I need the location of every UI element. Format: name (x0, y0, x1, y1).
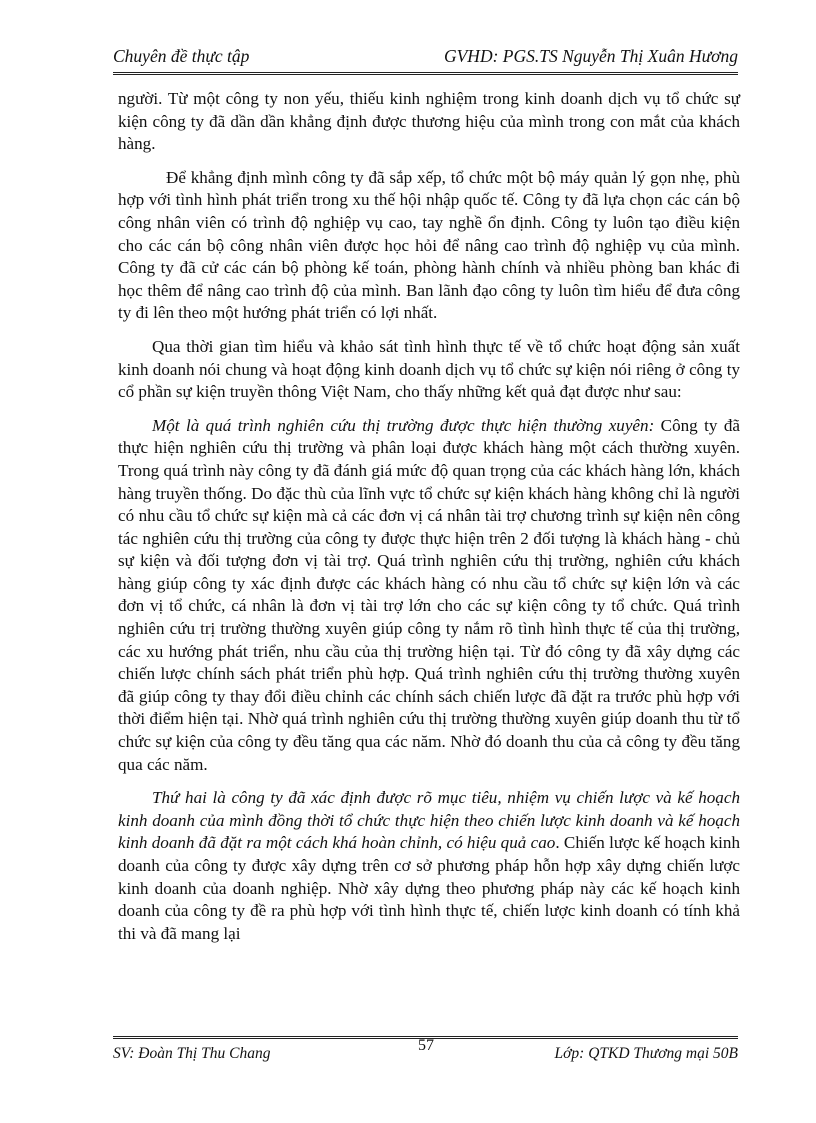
footer-class: Lớp: QTKD Thương mại 50B (554, 1045, 738, 1062)
page-footer (113, 1036, 738, 1067)
paragraph-5 (118, 787, 740, 945)
header-supervisor: GVHD: PGS.TS Nguyễn Thị Xuân Hương (443, 46, 738, 66)
footer-student: SV: Đoàn Thị Thu Chang (113, 1045, 271, 1062)
page-header (113, 42, 738, 75)
paragraph-5-lead: Thứ hai là công ty đã xác định được rõ mục tiêu, nhiệm vụ chiến lược và kế hoạch kinh doanh của mình đồng thời tổ chức thực hiện theo chiến lược kinh doanh và kế hoạch kinh doanh đã đặt ra một cách khá hoàn chỉnh, có hiệu quả cao (118, 788, 740, 853)
paragraph-4-text: Công ty đã thực hiện nghiên cứu thị trường và phân loại được khách hàng một cách thường xuyên. Trong quá trình này công ty đã đánh giá mức độ quan trọng của các khách hàng lớn, khách hàng truyền thống. Do đặc thù của lĩnh vực tổ chức sự kiện khách hàng không chỉ là người có nhu cầu tổ chức sự kiện mà cả các đơn vị cá nhân tài trợ chương trình sự kiện nên công tác nghiên cứu thị trường của công ty được thực hiện trên 2 đối tượng là khách hàng - chủ sự kiện và đối tượng đơn vị tài trợ. Quá trình nghiên cứu thị trường, nghiên cứu khách hàng giúp công ty xác định được các khách hàng có nhu cầu tổ chức sự kiện lớn và các đơn vị tổ chức, cá nhân là đơn vị tài trợ lớn cho các sự kiện công ty tổ chức. Quá trình nghiên cứu trị trường thường xuyên giúp công ty nắm rõ tình hình thực tế của thị trường, các xu hướng phát triển, nhu cầu của thị trường hiện tại. Từ đó công ty đã xây dựng các chiến lược chính sách phát triển phù hợp. Quá trình nghiên cứu thị trường thường xuyên đã giúp công ty thay đổi điều chỉnh các chính sách chiến lược đã đặt ra trước phù hợp với thời điểm hiện tại. Nhờ quá trình nghiên cứu thị trường thường xuyên giúp doanh thu từ tổ chức sự kiện của công ty đều tăng qua các năm. Nhờ đó doanh thu của cả công ty đều tăng qua các năm. (118, 415, 740, 774)
paragraph-1: người. Từ một công ty non yếu, thiếu kinh nghiệm trong kinh doanh dịch vụ tổ chức sự kiện công ty đã dần dần khẳng định được thương hiệu của mình trong con mắt của khách hàng. (118, 89, 740, 154)
paragraph-5-text: . Chiến lược kế hoạch kinh doanh của công ty được xây dựng trên cơ sở phương pháp hỗn hợp xây dựng chiến lược kinh doanh của doanh nghiệp. Nhờ xây dựng theo phương pháp này các kế hoạch kinh doanh của công ty đề ra phù hợp với tình hình thực tế, chiến lược kinh doanh có tính khả thi và đã mang lại (118, 833, 740, 943)
paragraph-4-lead: Một là quá trình nghiên cứu thị trường được thực hiện thường xuyên: (152, 415, 655, 435)
page-number: 57 (418, 1037, 434, 1054)
header-title: Chuyên đề thực tập (113, 46, 250, 66)
paragraph-3: Qua thời gian tìm hiểu và khảo sát tình hình thực tế về tổ chức hoạt động sản xuất kinh doanh nói chung và hoạt động kinh doanh dịch vụ tổ chức sự kiện nói riêng ở công ty cổ phần sự kiện truyền thông Việt Nam, cho thấy những kết quả đạt được như sau: (118, 336, 740, 402)
paragraph-4 (118, 415, 740, 777)
paragraph-2: Để khẳng định mình công ty đã sắp xếp, tổ chức một bộ máy quản lý gọn nhẹ, phù hợp với tình hình phát triển trong xu thế hội nhập quốc tế. Công ty đã lựa chọn các cán bộ công nhân viên có trình độ nghiệp vụ cao, tay nghề ổn định. Công ty luôn tạo điều kiện cho các cán bộ công nhân viên được học hỏi để nâng cao trình độ nghiệp vụ của mình. Công ty đã cử các cán bộ phòng kế toán, phòng hành chính và nhiều phòng ban khác đi học thêm để nâng cao trình độ của mình. Ban lãnh đạo công ty luôn tìm hiểu để đưa công ty đi lên theo một hướng phát triển có lợi nhất. (118, 167, 740, 323)
page-content (118, 88, 740, 956)
